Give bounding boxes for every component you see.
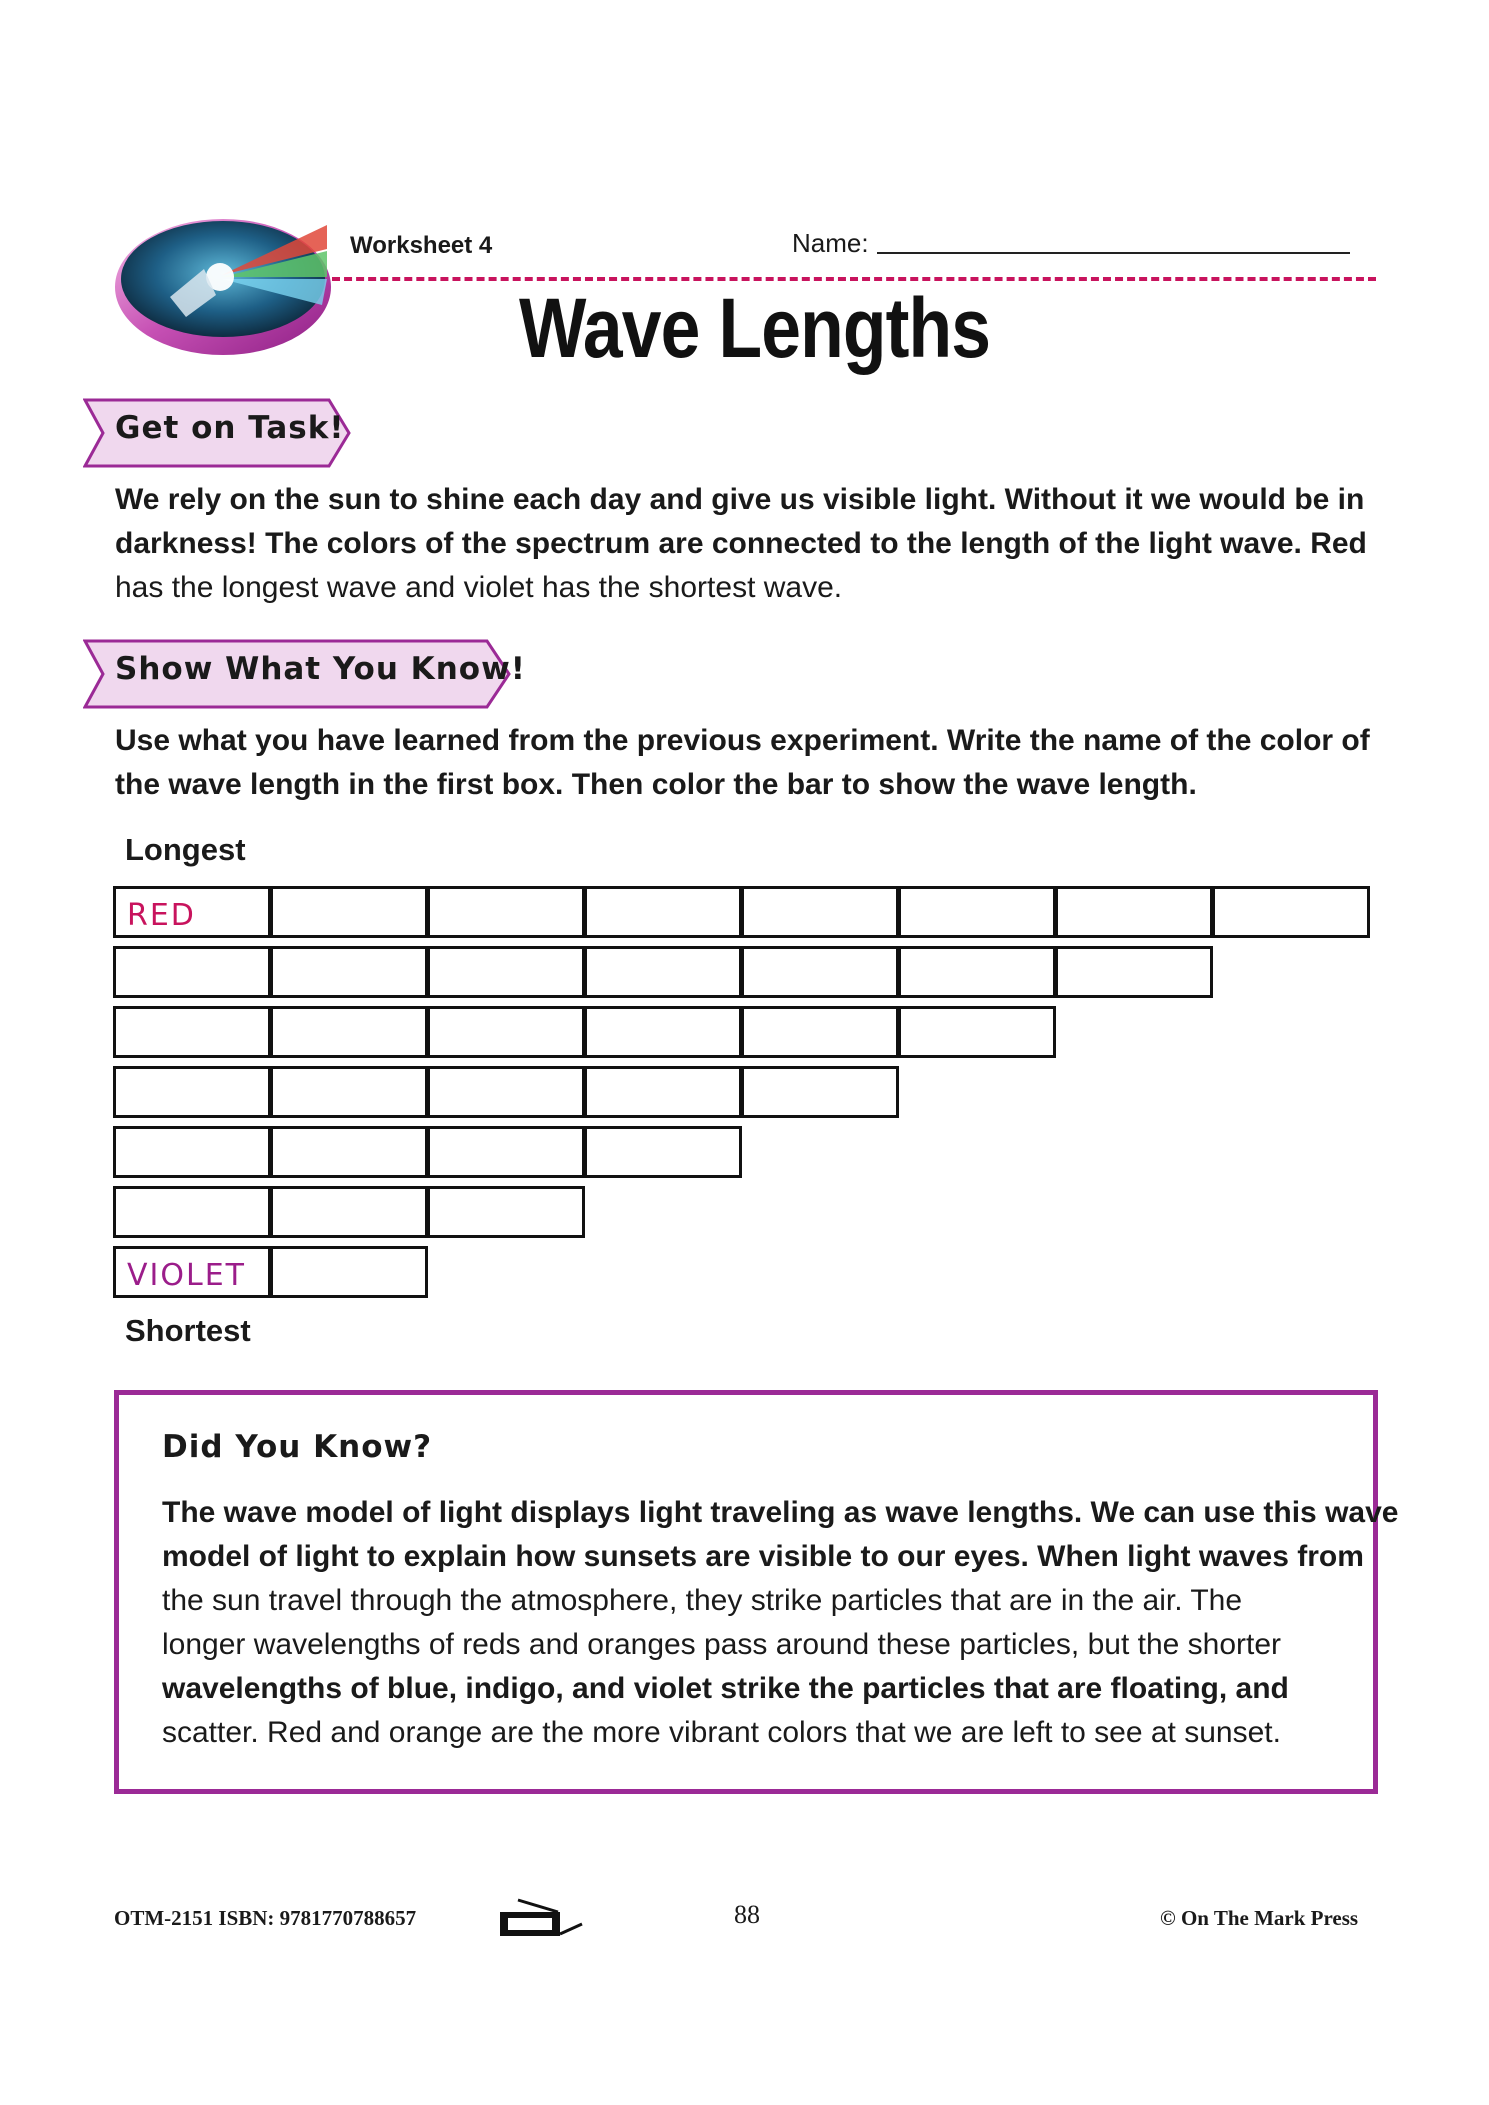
bar-cell[interactable] xyxy=(1212,886,1370,938)
task-paragraph xyxy=(115,478,1375,610)
task-line: darkness! The colors of the spectrum are connected to the length of the light wave. Red xyxy=(115,527,1367,560)
did-you-know-box xyxy=(114,1390,1399,1794)
bar-cell[interactable] xyxy=(1055,946,1213,998)
name-label: Name: xyxy=(792,228,869,258)
bar-cell[interactable] xyxy=(270,1186,428,1238)
bar-cell[interactable] xyxy=(584,946,742,998)
get-on-task-heading: Get on Task! xyxy=(115,410,345,446)
page-title: Wave Lengths xyxy=(519,281,991,375)
task-line: We rely on the sun to shine each day and give us visible light. Without it we would be in xyxy=(115,483,1365,516)
know-paragraph xyxy=(115,719,1375,807)
did-you-know-heading: Did You Know? xyxy=(162,1429,433,1465)
bar-cell[interactable] xyxy=(270,1246,428,1298)
prism-logo-image xyxy=(112,205,334,357)
bar-cell[interactable] xyxy=(270,886,428,938)
bar-cell[interactable] xyxy=(898,1006,1056,1058)
bar-cell[interactable] xyxy=(270,1126,428,1178)
bar-cell[interactable] xyxy=(584,886,742,938)
task-line: has the longest wave and violet has the shortest wave. xyxy=(115,571,843,604)
bar-cell[interactable] xyxy=(1055,886,1213,938)
footer-code: OTM-2151 ISBN: 9781770788657 xyxy=(114,1906,417,1930)
bar-cell[interactable] xyxy=(741,1066,899,1118)
longest-label: Longest xyxy=(125,832,246,867)
bar-cell[interactable] xyxy=(741,946,899,998)
bar-cell[interactable] xyxy=(427,1186,585,1238)
bar-cell[interactable] xyxy=(270,1066,428,1118)
shortest-label: Shortest xyxy=(125,1313,251,1348)
bar-cell[interactable] xyxy=(584,1126,742,1178)
bar-cell[interactable] xyxy=(898,886,1056,938)
fact-line: the sun travel through the atmosphere, they strike particles that are in the air. The xyxy=(162,1584,1243,1617)
name-field-line[interactable] xyxy=(877,252,1350,254)
violet-label: VIOLET xyxy=(127,1258,246,1293)
bar-cell[interactable] xyxy=(113,1246,271,1298)
bar-cell[interactable] xyxy=(898,946,1056,998)
fact-line: The wave model of light displays light traveling as wave lengths. We can use this wave xyxy=(162,1496,1399,1529)
bar-cell[interactable] xyxy=(741,1006,899,1058)
know-line: Use what you have learned from the previous experiment. Write the name of the color of xyxy=(115,724,1370,757)
bar-cell[interactable] xyxy=(584,1066,742,1118)
bar-cell[interactable] xyxy=(427,886,585,938)
fact-line: model of light to explain how sunsets are visible to our eyes. When light waves from xyxy=(162,1540,1364,1573)
get-on-task-tag xyxy=(83,398,353,468)
worksheet-label: Worksheet 4 xyxy=(350,232,493,259)
bar-cell[interactable] xyxy=(427,1066,585,1118)
red-label: RED xyxy=(127,898,196,933)
bar-cell[interactable] xyxy=(584,1006,742,1058)
fact-line: scatter. Red and orange are the more vibrant colors that we are left to see at sunset. xyxy=(162,1716,1281,1749)
show-what-you-know-heading: Show What You Know! xyxy=(115,651,526,687)
fact-line: longer wavelengths of reds and oranges pass around these particles, but the shorter xyxy=(162,1628,1282,1661)
bar-cell[interactable] xyxy=(113,946,271,998)
bar-cell[interactable] xyxy=(427,946,585,998)
fact-line: wavelengths of blue, indigo, and violet strike the particles that are floating, and xyxy=(162,1672,1289,1705)
did-you-know-text xyxy=(162,1491,1398,1755)
book-icon xyxy=(498,1896,584,1944)
bar-cell[interactable] xyxy=(113,886,271,938)
page-number: 88 xyxy=(734,1900,760,1929)
bar-cell[interactable] xyxy=(741,886,899,938)
bar-cell[interactable] xyxy=(270,946,428,998)
show-what-you-know-tag xyxy=(83,639,526,709)
bar-cell[interactable] xyxy=(113,1066,271,1118)
bar-cell[interactable] xyxy=(427,1126,585,1178)
bar-cell[interactable] xyxy=(113,1006,271,1058)
footer-copyright: © On The Mark Press xyxy=(1160,1906,1359,1930)
bar-cell[interactable] xyxy=(113,1126,271,1178)
bar-cell[interactable] xyxy=(113,1186,271,1238)
bar-cell[interactable] xyxy=(427,1006,585,1058)
know-line: the wave length in the first box. Then color the bar to show the wave length. xyxy=(115,768,1197,801)
bar-cell[interactable] xyxy=(270,1006,428,1058)
